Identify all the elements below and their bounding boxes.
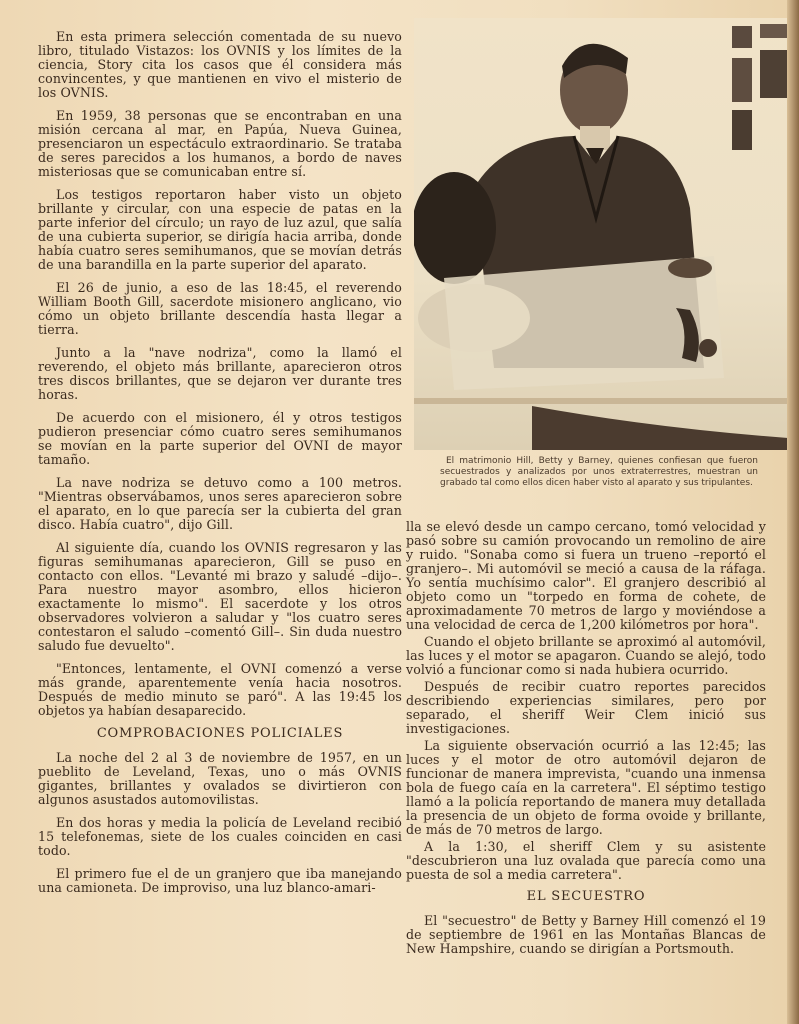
article-paragraph: De acuerdo con el misionero, él y otros testigos pudieron presenciar cómo cuatro seres semihumanos se movían en la parte superior del OVNI de mayor tamaño. (38, 410, 402, 467)
article-paragraph: La siguiente observación ocurrió a las 12:45; las luces y el motor de otro automóvil dejaron de funcionar de manera imprevista, "cuando una inmensa bola de fuego caía en la carretera". El séptimo testigo llamó a la policía reportando de manera muy detallada la presencia de un objeto de forma ovoide y brillante, de más de 70 metros de largo. (406, 738, 766, 837)
article-paragraph: Junto a la "nave nodriza", como la llamó el reverendo, el objeto más brillante, aparecieron otros tres discos brillantes, que se dejaron ver durante tres horas. (38, 345, 402, 402)
article-paragraph: En 1959, 38 personas que se encontraban en una misión cercana al mar, en Papúa, Nueva Guinea, presenciaron un espectáculo extraordinario. Se trataba de seres parecidos a los humanos, a bordo de naves misteriosas que se comunicaban entre sí. (38, 108, 402, 179)
intro-paragraph: En esta primera selección comentada de su nuevo libro, titulado Vistazos: los OVNIS y los límites de la ciencia, Story cita los casos que él considera más convincentes, y que mantienen en vivo el misterio de los OVNIS. (38, 29, 402, 100)
article-paragraph: Después de recibir cuatro reportes parecidos describiendo experiencias similares, pero por separado, el sheriff Weir Clem inició sus investigaciones. (406, 679, 766, 736)
article-paragraph: El "secuestro" de Betty y Barney Hill comenzó el 19 de septiembre de 1961 en las Montañas Blancas de New Hampshire, cuando se dirigían a Portsmouth. (406, 913, 766, 956)
article-paragraph: "Entonces, lentamente, el OVNI comenzó a verse más grande, aparentemente venía hacia nosotros. Después de medio minuto se paró". A las 19:45 los objetos ya habían desaparecido. (38, 661, 402, 718)
photo-illustration (414, 18, 788, 450)
article-column-right (406, 520, 766, 959)
article-paragraph: lla se elevó desde un campo cercano, tomó velocidad y pasó sobre su camión provocando un remolino de aire y ruido. "Sonaba como si fuera un trueno –reportó el granjero–. Mi automóvil se meció a causa de la ráfaga. Yo sentía muchísimo calor". El granjero describió al objeto como un "torpedo en forma de cohete, de aproximadamente 70 metros de largo y moviéndose a una velocidad de cerca de 1,200 kilómetros por hora". (406, 519, 766, 632)
section-heading-kidnapping: EL SECUESTRO (526, 889, 646, 904)
article-paragraph: Cuando el objeto brillante se aproximó al automóvil, las luces y el motor se apagaron. Cuando se alejó, todo volvió a funcionar como si nada hubiera ocurrido. (406, 634, 766, 677)
photo-caption: El matrimonio Hill, Betty y Barney, quienes confiesan que fueron secuestrados y analizados por unos extraterrestres, muestran un grabado tal como ellos dicen haber visto al aparato y sus tripulantes. (440, 456, 758, 488)
section-heading-police: COMPROBACIONES POLICIALES (96, 726, 344, 741)
article-paragraph: Los testigos reportaron haber visto un objeto brillante y circular, con una especie de patas en la parte inferior del círculo; un rayo de luz azul, que salía de una cubierta superior, se dirigía hacia arriba, donde había cuatro seres semihumanos, que se movían detrás de una barandilla en la parte superior del aparato. (38, 187, 402, 272)
article-paragraph: La nave nodriza se detuvo como a 100 metros. "Mientras observábamos, unos seres aparecieron sobre el aparato, en lo que parecía ser la cubierta del gran disco. Había cuatro", dijo Gill. (38, 475, 402, 532)
article-column-left (38, 30, 402, 904)
page-edge (787, 0, 799, 1024)
article-paragraph: El primero fue el de un granjero que iba manejando una camioneta. De improviso, una luz blanco-amari- (38, 866, 402, 895)
article-paragraph: El 26 de junio, a eso de las 18:45, el reverendo William Booth Gill, sacerdote misionero anglicano, vio cómo un objeto brillante descendía hasta llegar a tierra. (38, 280, 402, 337)
article-paragraph: A la 1:30, el sheriff Clem y su asistente "descubrieron una luz ovalada que parecía como una puesta de sol a media carretera". (406, 839, 766, 882)
hill-couple-photo (414, 18, 788, 450)
article-paragraph: La noche del 2 al 3 de noviembre de 1957, en un pueblito de Leveland, Texas, uno o más OVNIS gigantes, brillantes y ovalados se divirtieron con algunos asustados automovilistas. (38, 750, 402, 807)
article-paragraph: Al siguiente día, cuando los OVNIS regresaron y las figuras semihumanas aparecieron, Gill se puso en contacto con ellos. "Levanté mi brazo y saludé –dijo–. Para nuestro mayor asombro, ellos hicieron exactamente lo mismo". El sacerdote y los otros observadores volvieron a saludar y "los cuatro seres contestaron el saludo –comentó Gill–. Sin duda nuestro saludo fue devuelto". (38, 540, 402, 653)
article-paragraph: En dos horas y media la policía de Leveland recibió 15 telefonemas, siete de los cuales coinciden en casi todo. (38, 815, 402, 858)
